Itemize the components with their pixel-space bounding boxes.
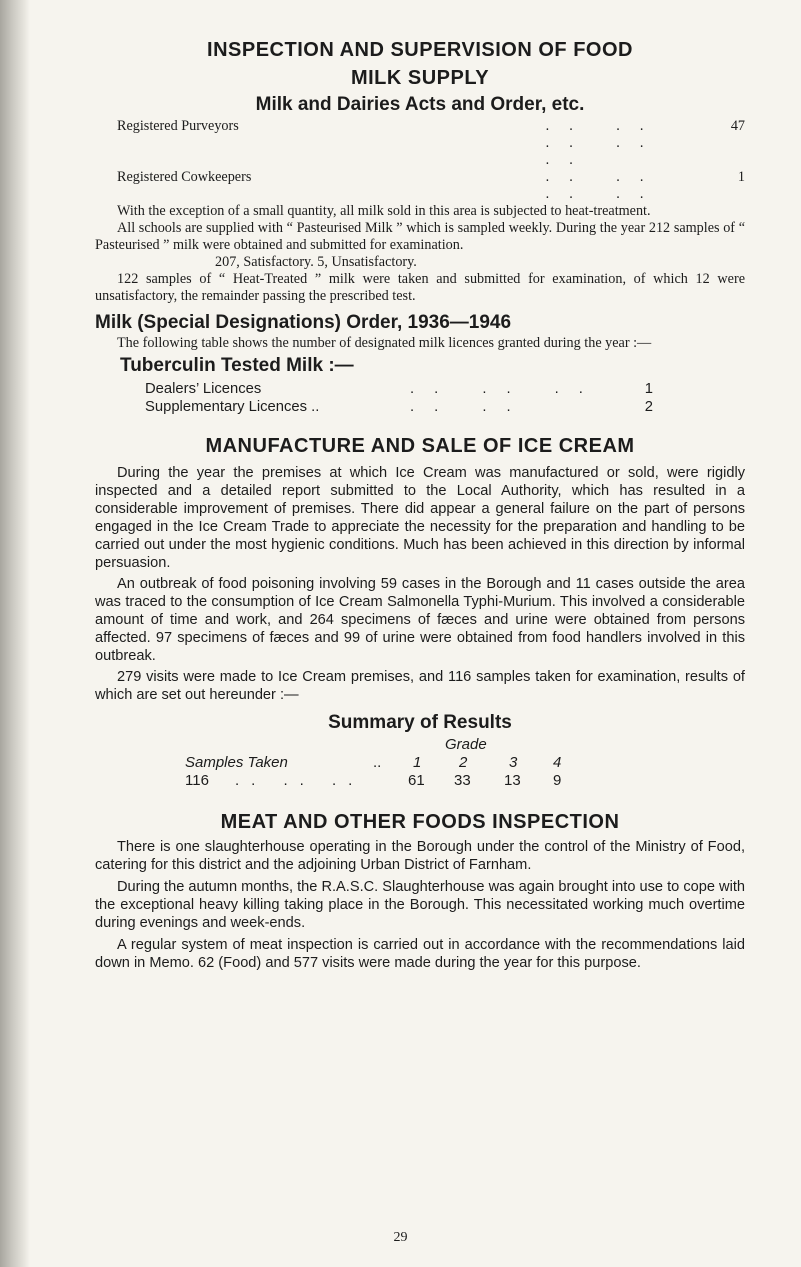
milk-results-line: 207, Satisfactory. 5, Unsatisfactory. xyxy=(215,254,417,270)
page-edge-shadow xyxy=(0,0,30,1267)
purveyors-row xyxy=(95,118,745,169)
milk-supply-heading: MILK SUPPLY xyxy=(350,67,490,89)
document-page xyxy=(95,38,745,972)
heat-treated-paragraph: 122 samples of “ Heat-Treated ” milk were taken and submitted for examination, of which 12 were unsatisfactory, the remainder passing the prescribed test. xyxy=(95,271,745,304)
milk-paragraph: With the exception of a small quantity, all milk sold in this area is subjected to heat-treatment. xyxy=(117,203,651,219)
row-leader: .. .. .. .. .. xyxy=(545,118,664,168)
page-number: 29 xyxy=(393,1230,408,1245)
licence-label: Dealers’ Licences xyxy=(145,381,262,397)
licence-value: 2 xyxy=(644,399,653,415)
designations-paragraph: The following table shows the number of designated milk licences granted during the year :— xyxy=(117,335,652,351)
grade-1-count: 61 xyxy=(408,772,425,789)
samples-label: Samples Taken xyxy=(185,754,288,771)
grade-label: Grade xyxy=(445,736,487,753)
milk-acts-heading: Milk and Dairies Acts and Order, etc. xyxy=(255,94,585,115)
meat-paragraph: There is one slaughterhouse operating in the Borough under the control of the Ministry of Food, catering for this district and the adjoining Urban District of Farnham. xyxy=(95,839,745,873)
licence-leader: .. .. .. xyxy=(410,381,603,397)
licence-value: 1 xyxy=(644,381,653,397)
ice-cream-paragraph: An outbreak of food poisoning involving 59 cases in the Borough and 11 cases outside the area was traced to the consumption of Ice Cream Salmonella Typhi-Murium. This involved a considerable amount of time and work, and 264 specimens of fæces and urine were obtained from persons affected. 97 specimens of fæces and 99 of urine were obtained from food handlers involved in this outbreak. xyxy=(95,576,745,664)
ice-cream-paragraph: During the year the premises at which Ice Cream was manufactured or sold, were rigidly inspected and a detailed report submitted to the Local Authority, which has resulted in a considerable improvement of premises. There did appear a general failure on the part of persons engaged in the Ice Cream Trade to appreciate the necessity for the preparation and handling to be carried out under the most hygienic conditions. Much has been achieved in this direction by informal persuasion. xyxy=(95,465,745,571)
licence-label: Supplementary Licences .. xyxy=(145,399,320,415)
grade-4-header: 4 xyxy=(553,754,562,771)
row-leader: .. .. .. .. xyxy=(545,169,664,202)
meat-paragraph: A regular system of meat inspection is carried out in accordance with the recommendations laid down in Memo. 62 (Food) and 577 visits were made during the year for this purpose. xyxy=(95,937,745,971)
designations-heading: Milk (Special Designations) Order, 1936—1946 xyxy=(95,312,512,333)
grade-3-header: 3 xyxy=(509,754,518,771)
cowkeepers-row xyxy=(95,169,745,203)
tuberculin-heading: Tuberculin Tested Milk :— xyxy=(120,355,354,376)
row-value: 47 xyxy=(730,118,745,134)
grade-4-count: 9 xyxy=(553,772,562,789)
row-label: Registered Cowkeepers xyxy=(117,169,252,185)
samples-value: 116 xyxy=(185,772,209,789)
dealers-licences-row xyxy=(95,380,745,398)
grade-2-header: 2 xyxy=(459,754,468,771)
grade-3-count: 13 xyxy=(504,772,521,789)
meat-heading: MEAT AND OTHER FOODS INSPECTION xyxy=(220,811,620,833)
grade-2-count: 33 xyxy=(454,772,471,789)
grade-1-header: 1 xyxy=(413,754,422,771)
samples-leader: .. xyxy=(373,754,382,771)
supplementary-licences-row xyxy=(95,398,745,416)
summary-table xyxy=(95,736,745,792)
ice-cream-heading: MANUFACTURE AND SALE OF ICE CREAM xyxy=(205,435,635,457)
milk-paragraph: All schools are supplied with “ Pasteurised Milk ” which is sampled weekly. During the year 212 samples of “ Pasteurised ” milk were obtained and submitted for examination. xyxy=(95,220,745,253)
ice-cream-paragraph: 279 visits were made to Ice Cream premises, and 116 samples taken for examination, results of which are set out hereunder :— xyxy=(95,669,745,703)
row-label: Registered Purveyors xyxy=(117,118,239,134)
row-value: 1 xyxy=(737,169,745,185)
meat-paragraph: During the autumn months, the R.A.S.C. Slaughterhouse was again brought into use to cope with the exceptional heavy killing taking place in the Borough. This necessitated working much overtime during evenings and week-ends. xyxy=(95,879,745,931)
page-heading: INSPECTION AND SUPERVISION OF FOOD xyxy=(207,39,633,61)
samples-value-leader: .. .. .. xyxy=(235,772,365,789)
licence-leader: .. .. xyxy=(410,399,531,415)
summary-heading: Summary of Results xyxy=(328,712,512,733)
